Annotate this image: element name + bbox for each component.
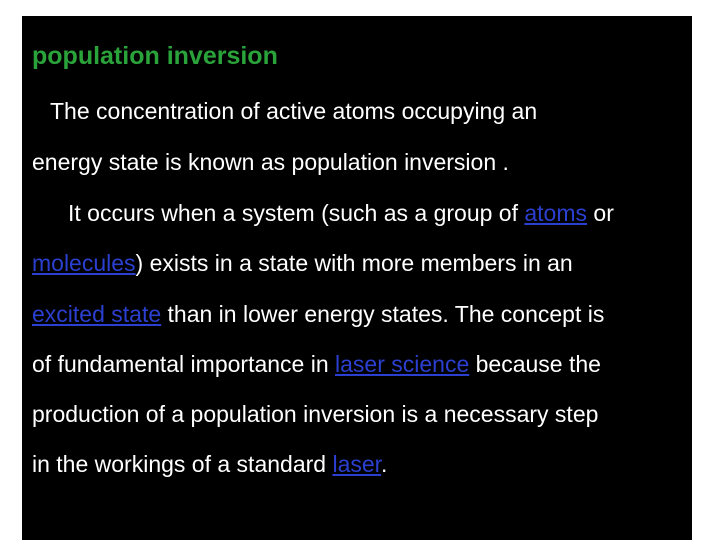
paragraph1-line2: energy state is known as population inversion .: [32, 149, 509, 175]
slide: [22, 16, 692, 540]
text-segment: .: [381, 451, 388, 477]
paragraph2-line3: [32, 301, 604, 328]
paragraph2-line4: [32, 351, 601, 378]
text-segment: than in lower energy states. The concept is: [161, 301, 605, 327]
text-segment: because the: [469, 351, 601, 377]
link-laser-science[interactable]: laser science: [335, 351, 470, 377]
link-laser[interactable]: laser: [332, 451, 382, 477]
link-atoms[interactable]: atoms: [524, 200, 588, 226]
text-segment: in the workings of a standard: [32, 451, 333, 477]
link-excited-state[interactable]: excited state: [32, 301, 162, 327]
paragraph2-line1: [68, 200, 614, 227]
paragraph2-line5: production of a population inversion is a necessary step: [32, 401, 599, 427]
text-segment: of fundamental importance in: [32, 351, 336, 377]
paragraph2-line6: [32, 451, 387, 478]
text-segment: It occurs when a system (such as a group of: [68, 200, 525, 226]
link-molecules[interactable]: molecules: [32, 250, 136, 276]
paragraph2-line2: [32, 250, 573, 277]
text-segment: ) exists in a state with more members in an: [135, 250, 573, 276]
paragraph1-line1: The concentration of active atoms occupying an: [50, 98, 538, 124]
text-segment: or: [587, 200, 614, 226]
slide-title: population inversion: [32, 42, 278, 70]
